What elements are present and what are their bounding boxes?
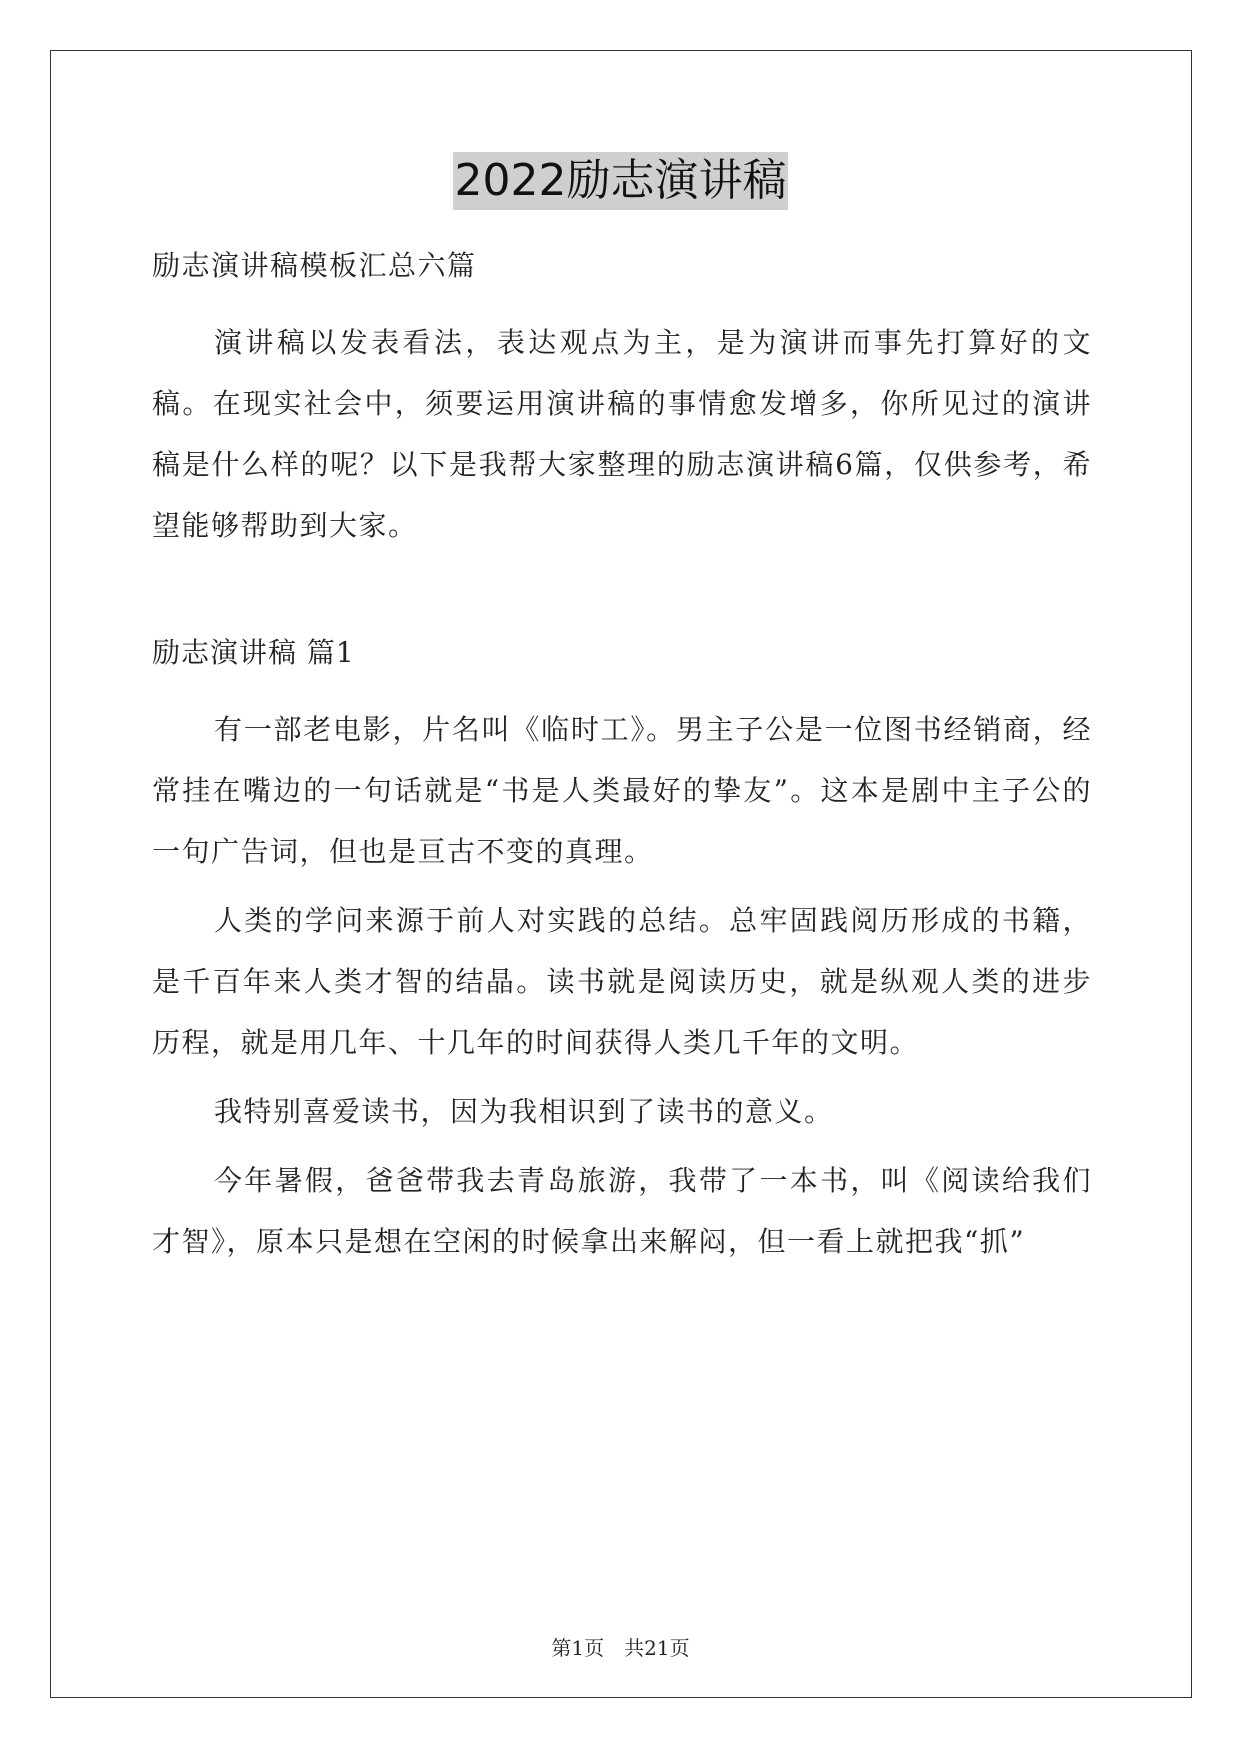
section-heading: 励志演讲稿 篇1 xyxy=(152,636,355,669)
body-paragraph-4: 今年暑假，爸爸带我去青岛旅游，我带了一本书，叫《阅读给我们才智》，原本只是想在空闲的时候拿出来解闷，但一看上就把我“抓” xyxy=(152,1164,1092,1258)
body-paragraph-1: 有一部老电影，片名叫《临时工》。男主子公是一位图书经销商，经常挂在嘴边的一句话就是“书是人类最好的挚友”。这本是剧中主子公的一句广告词，但也是亘古不变的真理。 xyxy=(152,713,1092,868)
body-paragraph-2: 人类的学问来源于前人对实践的总结。总牢固践阅历形成的书籍，是千百年来人类才智的结晶。读书就是阅读历史，就是纵观人类的进步历程，就是用几年、十几年的时间获得人类几千年的文明。 xyxy=(152,904,1092,1059)
document-subtitle: 励志演讲稿模板汇总六篇 xyxy=(152,249,477,282)
intro-paragraph: 演讲稿以发表看法，表达观点为主，是为演讲而事先打算好的文稿。在现实社会中，须要运用演讲稿的事情愈发增多，你所见过的演讲稿是什么样的呢？以下是我帮大家整理的励志演讲稿6篇，仅供参考，希望能够帮助到大家。 xyxy=(152,326,1092,542)
title-container xyxy=(0,152,1241,210)
document-title: 2022励志演讲稿 xyxy=(453,152,789,210)
document-body xyxy=(152,235,1092,1272)
body-paragraph-3: 我特别喜爱读书，因为我相识到了读书的意义。 xyxy=(214,1095,834,1128)
page-footer: 第1页 共21页 xyxy=(551,1636,690,1660)
